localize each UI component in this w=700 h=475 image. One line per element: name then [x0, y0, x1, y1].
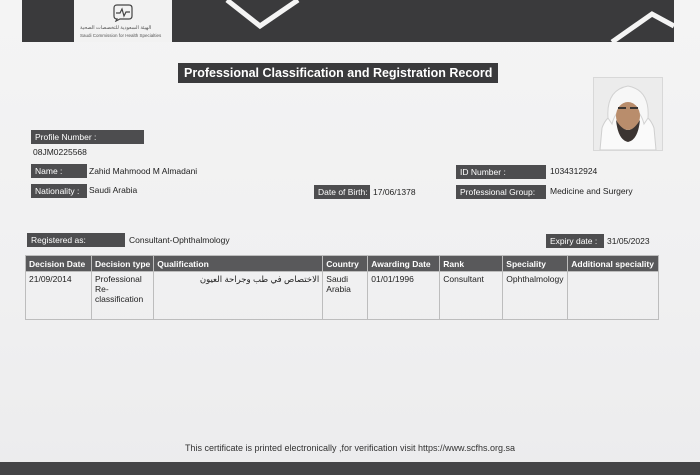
id-number-label: ID Number :	[456, 165, 546, 179]
column-header: Awarding Date	[368, 256, 440, 272]
footer-band	[0, 462, 700, 475]
column-header: Qualification	[154, 256, 323, 272]
awarding-date-cell: 01/01/1996	[368, 272, 440, 320]
country-cell: Saudi Arabia	[323, 272, 368, 320]
rank-cell: Consultant	[440, 272, 503, 320]
nationality-value: Saudi Arabia	[89, 185, 138, 195]
decisions-table	[25, 255, 659, 320]
qualification-cell: الاختصاص في طب وجراحة العيون	[154, 272, 323, 320]
heartbeat-logo-icon	[112, 4, 134, 22]
decision-type-cell: Professional Re-classification	[92, 272, 154, 320]
column-header: Country	[323, 256, 368, 272]
column-header: Rank	[440, 256, 503, 272]
header-band	[22, 0, 674, 42]
name-label: Name :	[31, 164, 87, 178]
column-header: Decision Date	[26, 256, 92, 272]
table-header-row	[26, 256, 659, 272]
profile-number-label: Profile Number :	[31, 130, 144, 144]
name-value: Zahid Mahmood M Almadani	[89, 166, 198, 176]
registered-as-value: Consultant-Ophthalmology	[129, 235, 230, 245]
table-row	[26, 272, 659, 320]
professional-group-label: Professional Group:	[456, 185, 546, 199]
expiry-date-label: Expiry date :	[546, 234, 604, 248]
profile-number-value: 08JM0225568	[33, 147, 87, 157]
speciality-cell: Ophthalmology	[503, 272, 568, 320]
scfhs-logo	[74, 0, 172, 42]
professional-group-value: Medicine and Surgery	[550, 186, 633, 196]
logo-text-english: Saudi Commission for Health Specialties	[80, 33, 162, 38]
expiry-date-value: 31/05/2023	[607, 236, 650, 246]
column-header: Speciality	[503, 256, 568, 272]
id-number-value: 1034312924	[550, 166, 598, 176]
column-header: Decision type	[92, 256, 154, 272]
column-header: Additional speciality	[568, 256, 659, 272]
page-title: Professional Classification and Registration Record	[178, 63, 498, 83]
logo-text-arabic: الهيئة السعودية للتخصصات الصحية	[80, 25, 152, 31]
date-of-birth-value: 17/06/1378	[373, 187, 416, 197]
nationality-label: Nationality :	[31, 184, 87, 198]
registered-as-label: Registered as:	[27, 233, 125, 247]
decision-date-cell: 21/09/2014	[26, 272, 92, 320]
additional-speciality-cell	[568, 272, 659, 320]
verification-footer: This certificate is printed electronically ,for verification visit https://www.scfhs.org.sa	[184, 443, 516, 453]
date-of-birth-label: Date of Birth:	[314, 185, 370, 199]
profile-photo	[593, 77, 663, 151]
